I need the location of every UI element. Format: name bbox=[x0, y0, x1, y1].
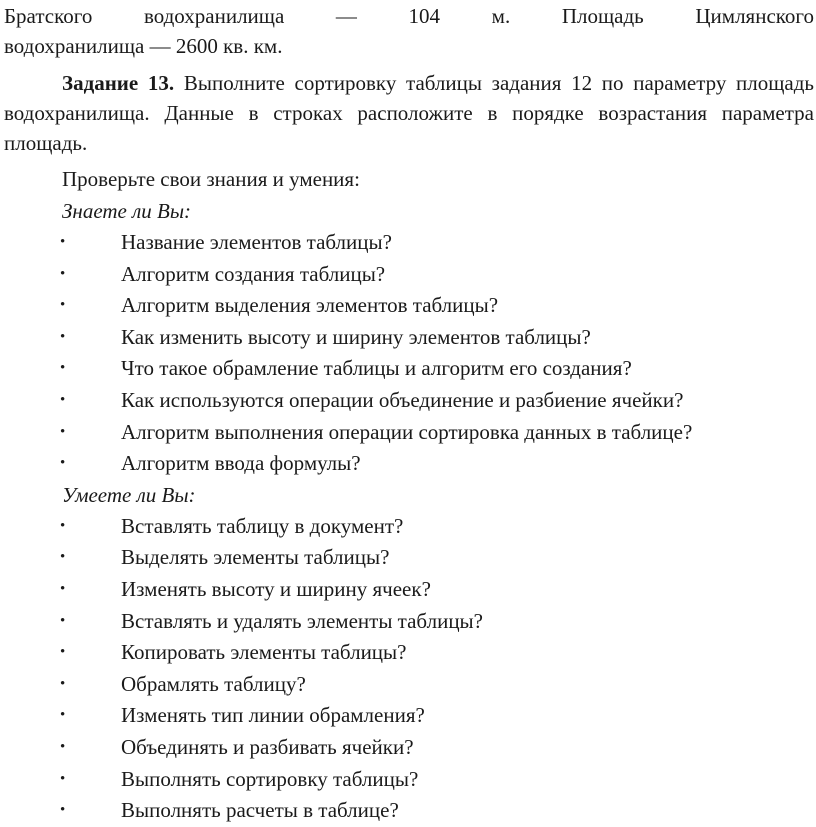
list-item bbox=[4, 322, 816, 354]
list-item-text: Копировать элементы таблицы? bbox=[121, 640, 407, 665]
list-item-text: Объединять и разбивать ячейки? bbox=[121, 734, 414, 759]
list-item-text: Алгоритм создания таблицы? bbox=[121, 261, 386, 286]
bullet-icon: • bbox=[60, 707, 66, 724]
list-item-text: Название элементов таблицы? bbox=[121, 230, 392, 254]
intro-line-2: водохранилища — 2600 кв. км. bbox=[4, 34, 283, 58]
bullet-icon: • bbox=[60, 265, 66, 282]
list-item bbox=[4, 290, 816, 322]
list-item bbox=[4, 795, 816, 827]
bullet-icon: • bbox=[60, 738, 66, 755]
bullet-icon: • bbox=[60, 360, 66, 377]
list-item-text: Алгоритм выделения элементов таблицы? bbox=[121, 293, 499, 318]
list-item-text: Алгоритм ввода формулы? bbox=[121, 451, 361, 476]
list-item-text: Изменять высоту и ширину ячеек? bbox=[121, 576, 431, 601]
list-item bbox=[4, 764, 816, 796]
bullet-icon: • bbox=[60, 802, 66, 819]
list-item-text: Изменять тип линии обрамления? bbox=[121, 703, 425, 728]
list-item bbox=[4, 259, 816, 291]
bullet-icon: • bbox=[60, 423, 66, 440]
list-item bbox=[4, 574, 816, 606]
task-13-paragraph bbox=[4, 68, 816, 158]
bullet-icon: • bbox=[60, 770, 66, 787]
list-item bbox=[4, 511, 816, 543]
list-item-text: Что такое обрамление таблицы и алгоритм его создания? bbox=[121, 356, 632, 381]
task-13-text: Выполните сортировку таблицы задания 12 по параметру площадь водохранилища. Данные в строках расположите в порядке возрастания параметра площадь. bbox=[4, 71, 815, 155]
list-item-text: Выполнять сортировку таблицы? bbox=[121, 766, 419, 791]
can-list bbox=[4, 511, 816, 827]
bullet-icon: • bbox=[60, 644, 66, 661]
list-item-text: Вставлять и удалять элементы таблицы? bbox=[121, 608, 483, 633]
task-13-label: Задание 13. bbox=[62, 71, 175, 95]
list-item bbox=[4, 385, 816, 417]
can-heading: Умеете ли Вы: bbox=[62, 482, 196, 507]
list-item bbox=[4, 637, 816, 669]
know-list bbox=[4, 227, 816, 480]
intro-line-1: Братского водохранилища — 104 м. Площадь Цимлянского bbox=[4, 4, 814, 28]
list-item bbox=[4, 353, 816, 385]
list-item-text: Выделять элементы таблицы? bbox=[121, 545, 390, 570]
list-item bbox=[4, 448, 816, 480]
list-item bbox=[4, 669, 816, 701]
bullet-icon: • bbox=[60, 549, 66, 566]
list-item-text: Обрамлять таблицу? bbox=[121, 671, 306, 696]
list-item-text: Выполнять расчеты в таблице? bbox=[121, 798, 399, 823]
list-item bbox=[4, 606, 816, 638]
bullet-icon: • bbox=[60, 328, 66, 345]
know-heading: Знаете ли Вы: bbox=[62, 199, 192, 223]
list-item-text: Как используются операции объединение и разбиение ячейки? bbox=[121, 387, 684, 412]
bullet-icon: • bbox=[60, 580, 66, 597]
bullet-icon: • bbox=[60, 234, 66, 250]
bullet-icon: • bbox=[60, 517, 66, 534]
list-item-text: Как изменить высоту и ширину элементов таблицы? bbox=[121, 324, 591, 349]
list-item bbox=[4, 227, 816, 259]
bullet-icon: • bbox=[60, 675, 66, 692]
list-item bbox=[4, 417, 816, 449]
check-heading: Проверьте свои знания и умения: bbox=[62, 167, 360, 191]
bullet-icon: • bbox=[60, 455, 66, 472]
list-item bbox=[4, 700, 816, 732]
list-item bbox=[4, 542, 816, 574]
list-item-text: Вставлять таблицу в документ? bbox=[121, 513, 404, 538]
bullet-icon: • bbox=[60, 297, 66, 314]
list-item bbox=[4, 732, 816, 764]
document-page bbox=[0, 1, 816, 823]
bullet-icon: • bbox=[60, 612, 66, 629]
list-item-text: Алгоритм выполнения операции сортировка данных в таблице? bbox=[121, 419, 693, 444]
bullet-icon: • bbox=[60, 391, 66, 408]
